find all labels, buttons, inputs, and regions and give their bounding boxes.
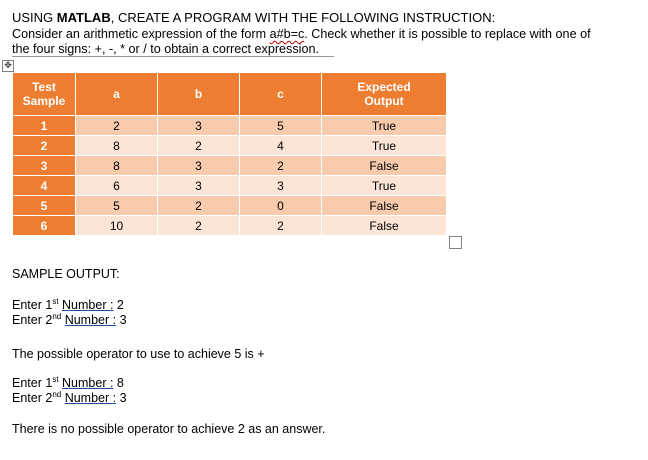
number-link[interactable]: Number : [62,376,114,390]
table-cell: 8 [76,156,158,176]
table-cell: True [322,136,447,156]
table-cell: True [322,116,447,136]
instruction-line-1 [12,27,591,41]
run1-result: The possible operator to use to achieve 5 is + [12,347,265,361]
table-cell: 3 [158,156,240,176]
row-label-cell: 1 [13,116,76,136]
table-cell: 3 [158,176,240,196]
table-cell: 2 [76,116,158,136]
table-cell: 5 [76,196,158,216]
divider [12,56,334,57]
instruction-text-cont: . Check whether it is possible to replace with one of [304,27,591,41]
number-link[interactable]: Number : [64,313,117,327]
header-test-sample: Test Sample [13,73,76,116]
table-cell: 2 [240,216,322,236]
row-label-cell: 2 [13,136,76,156]
table-cell: 2 [158,216,240,236]
heading [12,11,495,25]
run1-line2: Enter 2nd Number : 3 [12,311,127,327]
table-cell: 3 [240,176,322,196]
test-table [12,72,447,236]
row-label-cell: 4 [13,176,76,196]
instruction-text: Consider an arithmetic expression of the form [12,27,270,41]
header-a: a [76,73,158,116]
row-label-cell: 3 [13,156,76,176]
run1-line1: Enter 1st Number : 2 [12,296,124,312]
table-cell: 6 [76,176,158,196]
table-row [13,156,447,176]
table-cell: False [322,196,447,216]
table-cell: 5 [240,116,322,136]
header-c: c [240,73,322,116]
sample-output-title: SAMPLE OUTPUT: [12,267,120,281]
row-label-cell: 6 [13,216,76,236]
table-cell: 2 [240,156,322,176]
table-row [13,216,447,236]
table-cell: 4 [240,136,322,156]
run2-result: There is no possible operator to achieve 2 as an answer. [12,422,326,436]
instruction-line-2: the four signs: +, -, * or / to obtain a correct expression. [12,42,319,56]
expression-text: a#b=c [269,27,305,41]
cell-selection-box[interactable] [449,236,462,249]
table-cell: 2 [158,196,240,216]
table-cell: 2 [158,136,240,156]
table-header-row [13,73,447,116]
table-cell: False [322,156,447,176]
table-cell: 8 [76,136,158,156]
table-cell: 3 [158,116,240,136]
header-expected-output: Expected Output [322,73,447,116]
table-move-handle-icon[interactable]: ✥ [2,60,14,72]
table-cell: 0 [240,196,322,216]
row-label-cell: 5 [13,196,76,216]
heading-bold: MATLAB [56,10,111,25]
table-row [13,136,447,156]
number-link[interactable]: Number : [64,391,117,405]
table-row [13,196,447,216]
table-row [13,176,447,196]
heading-suffix: , CREATE A PROGRAM WITH THE FOLLOWING INSTRUCTION: [110,10,496,25]
number-link[interactable]: Number : [62,298,114,312]
table-row [13,116,447,136]
heading-prefix: USING [12,10,57,25]
run2-line1: Enter 1st Number : 8 [12,374,124,390]
run2-line2: Enter 2nd Number : 3 [12,389,127,405]
header-b: b [158,73,240,116]
table-cell: True [322,176,447,196]
table-cell: False [322,216,447,236]
table-cell: 10 [76,216,158,236]
